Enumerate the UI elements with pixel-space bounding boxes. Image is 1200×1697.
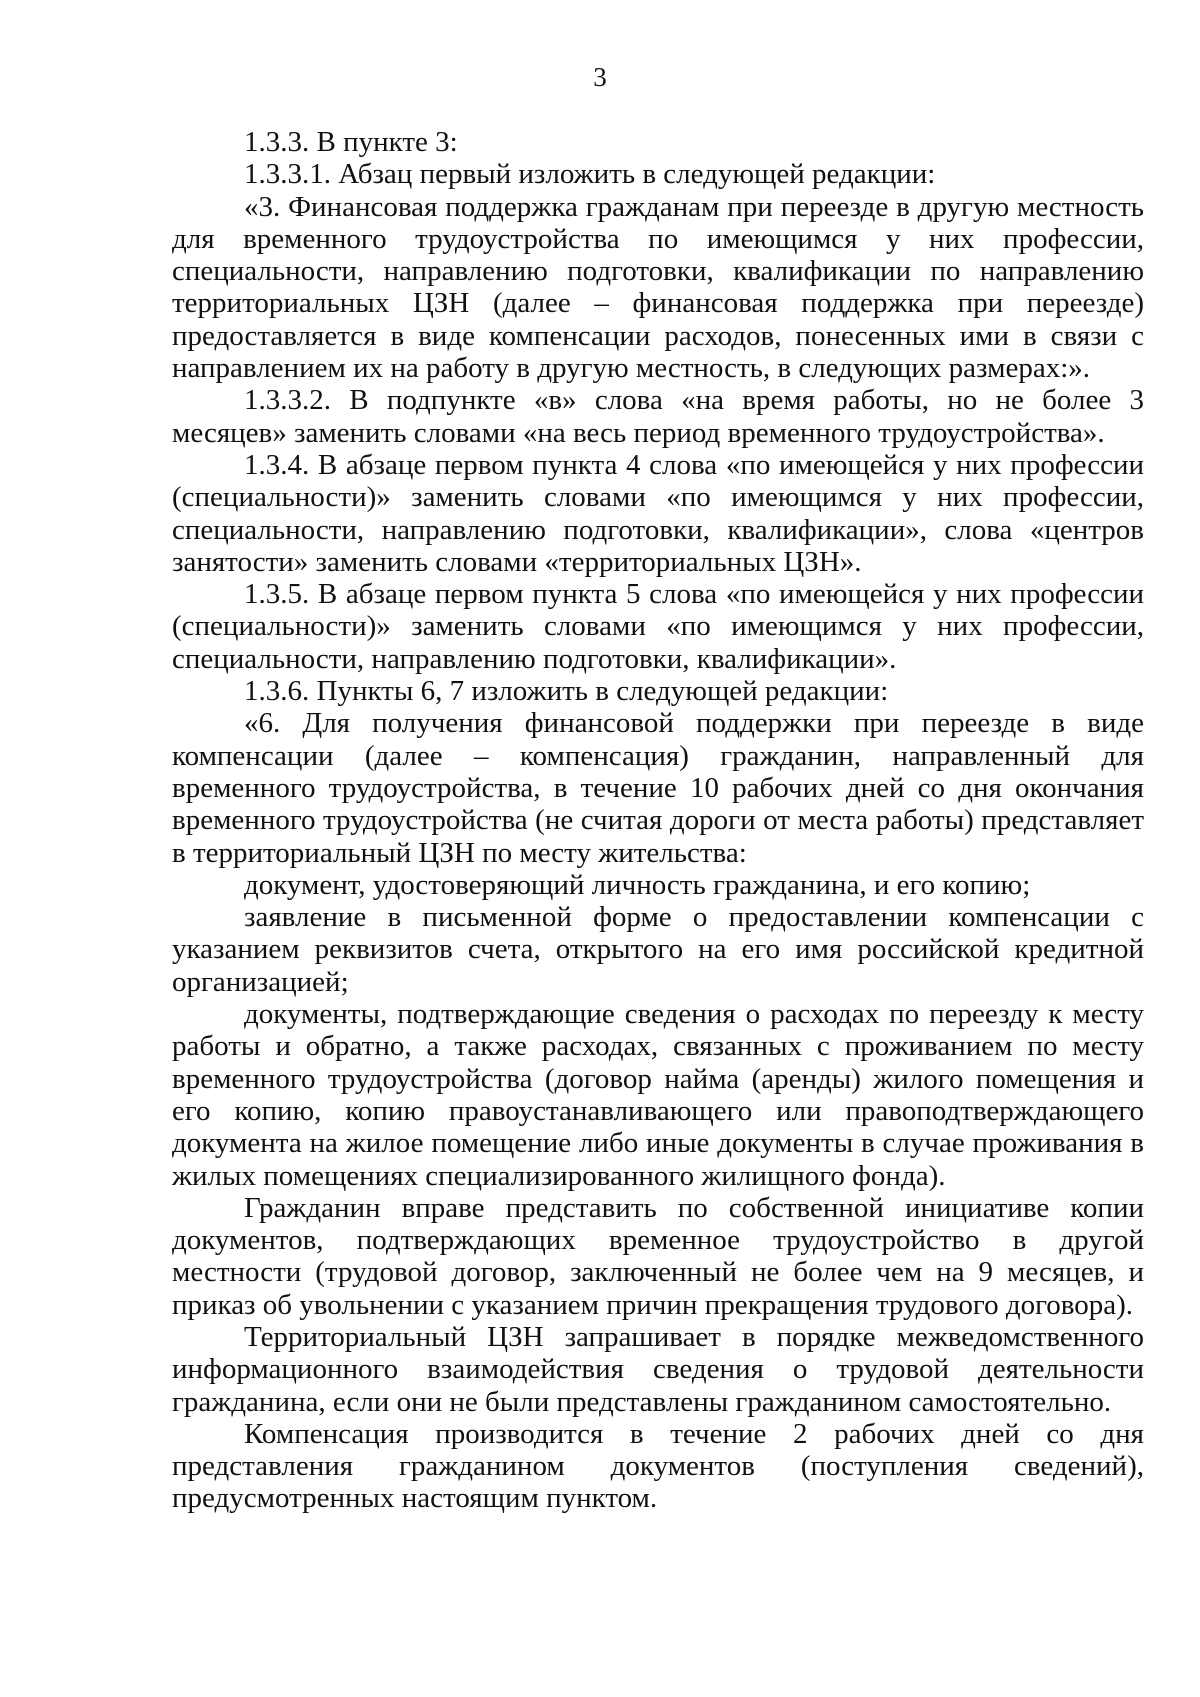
paragraph-expense-documents: документы, подтверждающие сведения о расходах по переезду к месту работы и обратно, а также расходах, связанных с проживанием по месту временного трудоустройства (договор найма (аренды) жилого помещения и его копию, копию правоустанавливающего или правоподтверждающего документа на жилое помещение либо иные документы в случае проживания в жилых помещениях специализированного жилищного фонда).	[172, 998, 1144, 1192]
paragraph-1-3-3-1: 1.3.3.1. Абзац первый изложить в следующей редакции:	[244, 158, 936, 191]
paragraph-1-3-4: 1.3.4. В абзаце первом пункта 4 слова «по имеющейся у них профессии (специальности)» заменить словами «по имеющимся у них профессии, специальности, направлению подготовки, квалификации», слова «центров занятости» заменить словами «территориальных ЦЗН».	[172, 448, 1144, 578]
paragraph-interagency-request: Территориальный ЦЗН запрашивает в порядке межведомственного информационного взаимодействия сведения о трудовой деятельности гражданина, если они не были представлены гражданином самостоятельно.	[172, 1320, 1144, 1418]
paragraph-1-3-6: 1.3.6. Пункты 6, 7 изложить в следующей редакции:	[244, 675, 889, 708]
paragraph-point-3-text: «3. Финансовая поддержка гражданам при переезде в другую местность для временного трудоустройства по имеющимся у них профессии, специальности, направлению подготовки, квалификации по направлению территориальных ЦЗН (далее – финансовая поддержка при переезде) предоставляется в виде компенсации расходов, понесенных ими в связи с направлением их на работу в другую местность, в следующих размерах:».	[172, 190, 1144, 385]
paragraph-1-3-5: 1.3.5. В абзаце первом пункта 5 слова «по имеющейся у них профессии (специальности)» заменить словами «по имеющимся у них профессии, специальности, направлению подготовки, квалификации».	[172, 578, 1144, 675]
paragraph-point-6-text: «6. Для получения финансовой поддержки при переезде в виде компенсации (далее – компенсация) гражданин, направленный для временного трудоустройства, в течение 10 рабочих дней со дня окончания временного трудоустройства (не считая дороги от места работы) представляет в территориальный ЦЗН по месту жительства:	[172, 707, 1144, 869]
paragraph-citizen-right: Гражданин вправе представить по собственной инициативе копии документов, подтверждающих временное трудоустройство в другой местности (трудовой договор, заключенный не более чем на 9 месяцев, и приказ об увольнении с указанием причин прекращения трудового договора).	[172, 1191, 1144, 1321]
paragraph-1-3-3-2: 1.3.3.2. В подпункте «в» слова «на время работы, но не более 3 месяцев» заменить словами «на весь период временного трудоустройства».	[172, 384, 1144, 449]
paragraph-compensation-payment: Компенсация производится в течение 2 рабочих дней со дня представления гражданином документов (поступления сведений), предусмотренных настоящим пунктом.	[172, 1417, 1144, 1515]
paragraph-1-3-3: 1.3.3. В пункте 3:	[244, 126, 458, 158]
paragraph-identity-document: документ, удостоверяющий личность гражданина, и его копию;	[244, 868, 1031, 901]
document-body	[172, 126, 1144, 1515]
page-number: 3	[593, 62, 607, 92]
paragraph-application: заявление в письменной форме о предоставлении компенсации с указанием реквизитов счета, открытого на его имя российской кредитной организацией;	[172, 901, 1144, 998]
